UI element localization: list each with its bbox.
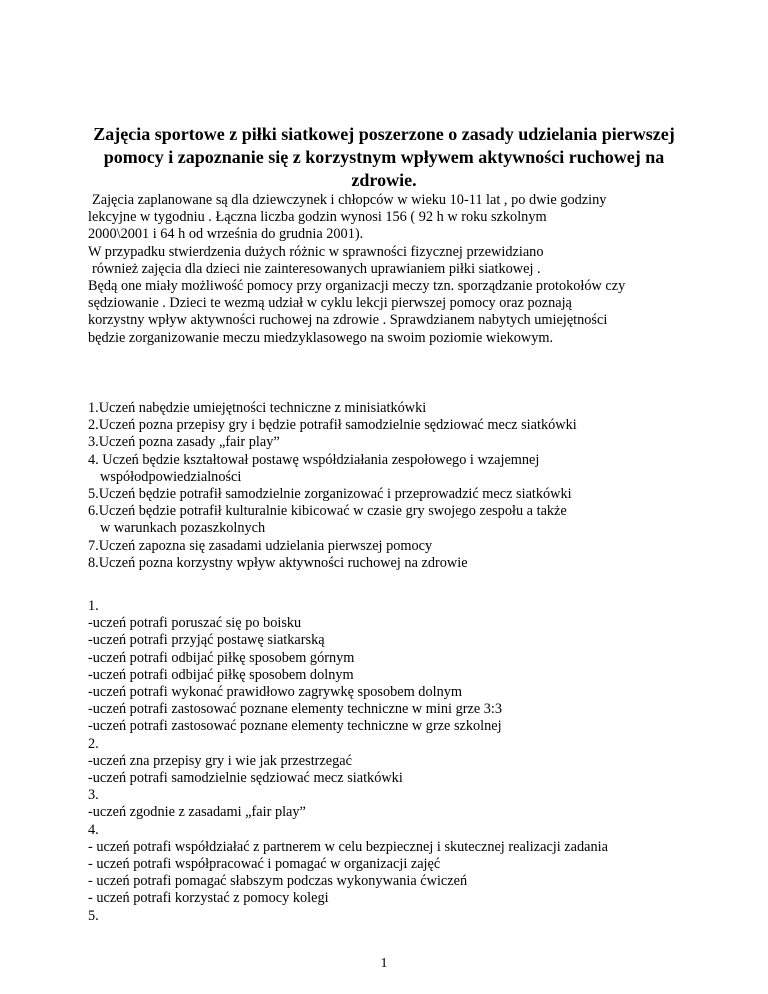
- goal-item: 3.Uczeń pozna zasady „fair play”: [88, 434, 280, 451]
- outcome-heading: 1.: [88, 598, 99, 614]
- outcome-item: - uczeń potrafi współpracować i pomagać w organizacji zajęć: [88, 856, 441, 873]
- outcome-heading: 5.: [88, 907, 99, 924]
- outcome-item: -uczeń potrafi samodzielnie sędziować mecz siatkówki: [88, 770, 403, 787]
- outcome-item: -uczeń zna przepisy gry i wie jak przestrzegać: [88, 752, 352, 769]
- intro-line: 2000\2001 i 64 h od września do grudnia 2001).: [88, 226, 364, 243]
- outcome-item: -uczeń potrafi odbijać piłkę sposobem dolnym: [88, 666, 354, 683]
- outcome-heading: 2.: [88, 735, 99, 752]
- goal-item: 2.Uczeń pozna przepisy gry i będzie potrafił samodzielnie sędziować mecz siatkówki: [88, 417, 577, 434]
- goal-item: 6.Uczeń będzie potrafił kulturalnie kibicować w czasie gry swojego zespołu a także: [88, 503, 567, 520]
- title-line: Zajęcia sportowe z piłki siatkowej poszerzone o zasady udzielania pierwszej: [93, 124, 675, 144]
- goals-list: [88, 400, 577, 572]
- intro-line: będzie zorganizowanie meczu miedzyklasowego na swoim poziomie wiekowym.: [88, 329, 554, 346]
- outcome-heading: 3.: [88, 787, 99, 804]
- outcome-item: -uczeń potrafi zastosować poznane elementy techniczne w grze szkolnej: [88, 718, 502, 735]
- goal-item: 5.Uczeń będzie potrafił samodzielnie zorganizować i przeprowadzić mecz siatkówki: [88, 486, 572, 503]
- goal-item: 7.Uczeń zapozna się zasadami udzielania pierwszej pomocy: [88, 537, 433, 554]
- title-line: zdrowie.: [351, 170, 417, 190]
- outcome-item: -uczeń zgodnie z zasadami „fair play”: [88, 804, 306, 821]
- intro-line: również zajęcia dla dzieci nie zainteresowanych uprawianiem piłki siatkowej .: [92, 260, 541, 277]
- intro-line: korzystny wpływ aktywności ruchowej na zdrowie . Sprawdzianem nabytych umiejętności: [88, 312, 608, 329]
- intro-line: Będą one miały możliwość pomocy przy organizacji meczy tzn. sporządzanie protokołów czy: [88, 278, 626, 295]
- goal-item: 1.Uczeń nabędzie umiejętności techniczne z minisiatkówki: [88, 400, 427, 416]
- intro-line: W przypadku stwierdzenia dużych różnic w sprawności fizycznej przewidziano: [88, 243, 544, 260]
- outcome-item: -uczeń potrafi zastosować poznane elementy techniczne w mini grze 3:3: [88, 701, 503, 718]
- outcome-item: - uczeń potrafi pomagać słabszym podczas wykonywania ćwiczeń: [88, 873, 468, 890]
- intro-line: lekcyjne w tygodniu . Łączna liczba godzin wynosi 156 ( 92 h w roku szkolnym: [88, 209, 547, 226]
- goal-item-continuation: w warunkach pozaszkolnych: [100, 520, 266, 537]
- intro-line: Zajęcia zaplanowane są dla dziewczynek i chłopców w wieku 10-11 lat , po dwie godziny: [92, 192, 607, 208]
- outcome-item: -uczeń potrafi poruszać się po boisku: [88, 615, 302, 632]
- intro-line: sędziowanie . Dzieci te wezmą udział w cyklu lekcji pierwszej pomocy oraz poznają: [88, 295, 572, 312]
- goal-item: 4. Uczeń będzie kształtował postawę współdziałania zespołowego i wzajemnej: [88, 451, 540, 468]
- intro-paragraph: [88, 192, 625, 347]
- outcome-item: - uczeń potrafi korzystać z pomocy kolegi: [88, 890, 329, 907]
- goal-item: 8.Uczeń pozna korzystny wpływ aktywności ruchowej na zdrowie: [88, 554, 468, 571]
- page-number: 1: [380, 956, 388, 971]
- document-title: [80, 123, 688, 192]
- title-line: pomocy i zapoznanie się z korzystnym wpływem aktywności ruchowej na: [103, 147, 665, 167]
- outcome-heading: 4.: [88, 821, 99, 838]
- outcome-item: -uczeń potrafi odbijać piłkę sposobem górnym: [88, 649, 355, 666]
- outcome-item: - uczeń potrafi współdziałać z partnerem w celu bezpiecznej i skutecznej realizacji zadania: [88, 838, 608, 855]
- outcome-item: -uczeń potrafi wykonać prawidłowo zagrywkę sposobem dolnym: [88, 684, 462, 701]
- outcome-item: -uczeń potrafi przyjąć postawę siatkarską: [88, 632, 325, 649]
- outcomes-list: [88, 598, 608, 925]
- goal-item-continuation: współodpowiedzialności: [100, 468, 242, 485]
